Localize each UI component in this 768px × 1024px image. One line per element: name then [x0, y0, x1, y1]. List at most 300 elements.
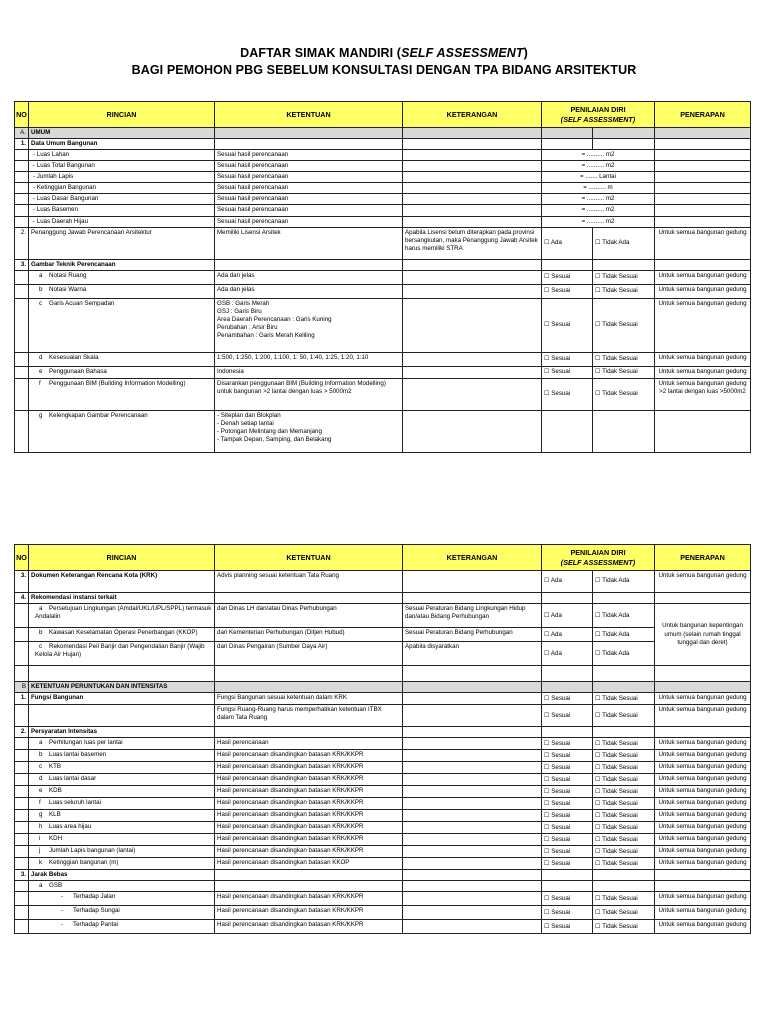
row-empty-cell — [542, 727, 593, 738]
row-ketentuan: Hasil perencanaan disandingkan batasan KRK/KKPR — [215, 834, 403, 846]
row-no — [15, 216, 29, 227]
row-penilaian-2: ☐ Tidak Sesuai — [593, 892, 655, 906]
row-penerapan: Untuk semua bangunan gedung — [655, 920, 751, 934]
row-penilaian-2: ☐ Tidak Sesuai — [593, 810, 655, 822]
row-empty-cell — [542, 128, 593, 139]
row-penilaian-2: ☐ Tidak Sesuai — [593, 693, 655, 705]
row-no — [15, 834, 29, 846]
row-keterangan — [403, 378, 542, 410]
row-penerapan — [655, 194, 751, 205]
row-penerapan: Untuk semua bangunan gedung — [655, 366, 751, 378]
row-empty-cell — [593, 727, 655, 738]
row-empty-cell — [655, 870, 751, 881]
row-penilaian-2: ☐ Tidak Sesuai — [593, 284, 655, 298]
row-rincian: c KTB — [29, 762, 215, 774]
row-keterangan — [403, 834, 542, 846]
row-penilaian-1: ☐ Sesuai — [542, 693, 593, 705]
row-ketentuan — [215, 881, 403, 892]
table-row — [15, 727, 751, 738]
row-rincian: Fungsi Bangunan — [29, 693, 215, 705]
row-empty-cell — [215, 593, 403, 604]
row-no — [15, 150, 29, 161]
row-rincian: - Luas Daerah Hijau — [29, 216, 215, 227]
header-ketentuan: KETENTUAN — [215, 102, 403, 128]
row-empty-cell — [215, 727, 403, 738]
table-row — [15, 227, 751, 259]
row-no — [15, 798, 29, 810]
row-no — [15, 284, 29, 298]
row-no — [15, 705, 29, 727]
row-penilaian-1: ☐ Sesuai — [542, 822, 593, 834]
page-title-line-2: BAGI PEMOHON PBG SEBELUM KONSULTASI DENGAN TPA BIDANG ARSITEKTUR — [131, 63, 637, 77]
row-empty-cell — [542, 682, 593, 693]
row-rincian: f Luas seluruh lantai — [29, 798, 215, 810]
row-penerapan: Untuk semua bangunan gedung — [655, 738, 751, 750]
row-empty-cell — [655, 128, 751, 139]
row-empty-cell — [593, 666, 655, 682]
row-no — [15, 298, 29, 352]
row-penerapan: Untuk semua bangunan gedung — [655, 705, 751, 727]
row-empty-cell — [403, 593, 542, 604]
page-title-line-1 — [0, 46, 768, 60]
row-empty-cell — [403, 682, 542, 693]
row-keterangan: Apabila Lisensi belum diterapkan pada provinsi bersangkutan, maka Penanggung Jawab Arsitek harus memiliki STRA — [403, 227, 542, 259]
table-row — [15, 705, 751, 727]
row-penerapan: Untuk semua bangunan gedung — [655, 750, 751, 762]
row-ketentuan: Hasil perencanaan disandingkan batasan KRK/KKPR — [215, 846, 403, 858]
checklist-table-1 — [14, 101, 751, 453]
table-row — [15, 892, 751, 906]
row-penerapan: Untuk semua bangunan gedung — [655, 798, 751, 810]
row-penilaian-2: ☐ Tidak Sesuai — [593, 298, 655, 352]
row-rincian: Gambar Teknik Perencanaan — [29, 259, 215, 270]
row-no: 3. — [15, 870, 29, 881]
row-penerapan — [655, 205, 751, 216]
table-row — [15, 161, 751, 172]
header-keterangan: KETERANGAN — [403, 545, 542, 571]
row-keterangan — [403, 774, 542, 786]
row-ketentuan: Sesuai hasil perencanaan — [215, 183, 403, 194]
row-penerapan: Untuk semua bangunan gedung — [655, 834, 751, 846]
row-empty-cell — [593, 682, 655, 693]
row-ketentuan: Ada dan jelas — [215, 284, 403, 298]
row-no — [15, 183, 29, 194]
table-row — [15, 846, 751, 858]
row-penerapan: Untuk semua bangunan gedung — [655, 846, 751, 858]
row-rincian — [29, 705, 215, 727]
title-italic: SELF ASSESSMENT — [401, 46, 524, 60]
table-row — [15, 810, 751, 822]
row-penilaian-value: = .......... m2 — [542, 161, 655, 172]
table-row — [15, 834, 751, 846]
row-penilaian-1: ☐ Sesuai — [542, 366, 593, 378]
table-row — [15, 352, 751, 366]
row-empty-cell — [655, 593, 751, 604]
title-end: ) — [523, 46, 528, 60]
row-penilaian-1: ☐ Ada — [542, 227, 593, 259]
row-no — [15, 822, 29, 834]
row-empty-cell — [542, 259, 593, 270]
row-keterangan — [403, 786, 542, 798]
row-ketentuan: Hasil perencanaan disandingkan batasan KRK/KKPR — [215, 822, 403, 834]
row-penerapan: Untuk semua bangunan gedung — [655, 762, 751, 774]
row-no: 1. — [15, 693, 29, 705]
row-penilaian-value: = ....... Lantai — [542, 172, 655, 183]
row-keterangan — [403, 298, 542, 352]
row-rincian: - Terhadap Jalan — [29, 892, 215, 906]
row-penilaian-1: ☐ Sesuai — [542, 352, 593, 366]
row-penilaian-1: ☐ Sesuai — [542, 858, 593, 870]
row-ketentuan: Hasil perencanaan disandingkan batasan KRK/KKPR — [215, 906, 403, 920]
row-penerapan: Untuk semua bangunan gedung — [655, 774, 751, 786]
row-rincian: a Notasi Ruang — [29, 270, 215, 284]
table-row — [15, 738, 751, 750]
row-penilaian-1: ☐ Sesuai — [542, 774, 593, 786]
row-penilaian-1: ☐ Ada — [542, 571, 593, 593]
row-rincian: Dokumen Keterangan Rencana Kota (KRK) — [29, 571, 215, 593]
row-keterangan — [403, 366, 542, 378]
row-keterangan — [403, 846, 542, 858]
header-rincian: RINCIAN — [29, 102, 215, 128]
row-penilaian-1: ☐ Sesuai — [542, 378, 593, 410]
row-ketentuan: Hasil perencanaan disandingkan batasan KRK/KKPR — [215, 774, 403, 786]
row-rincian: Penanggung Jawab Perencanaan Arsitektur — [29, 227, 215, 259]
row-empty-cell — [403, 139, 542, 150]
row-ketentuan: Hasil perencanaan disandingkan batasan KRK/KKPR — [215, 810, 403, 822]
row-empty-cell — [542, 870, 593, 881]
row-keterangan — [403, 920, 542, 934]
row-rincian: b Luas lantai basemen — [29, 750, 215, 762]
row-keterangan — [403, 750, 542, 762]
row-no — [15, 161, 29, 172]
header-penilaian: PENILAIAN DIRI (SELF ASSESSMENT) — [542, 545, 655, 571]
table-row — [15, 270, 751, 284]
row-penilaian-2: ☐ Tidak Sesuai — [593, 705, 655, 727]
row-penilaian-2: ☐ Tidak Sesuai — [593, 846, 655, 858]
row-penilaian-1: ☐ Ada — [542, 642, 593, 666]
row-no: 3. — [15, 259, 29, 270]
row-penerapan — [655, 161, 751, 172]
row-rincian: j Jumlah Lapis bangunan (lantai) — [29, 846, 215, 858]
row-penerapan — [655, 150, 751, 161]
row-no — [15, 205, 29, 216]
row-keterangan — [403, 216, 542, 227]
row-ketentuan: Hasil perencanaan disandingkan batasan KRK/KKPR — [215, 920, 403, 934]
row-rincian: - Jumlah Lapis — [29, 172, 215, 183]
row-penilaian-1: ☐ Ada — [542, 628, 593, 642]
row-no — [15, 172, 29, 183]
table-header-row — [15, 545, 751, 571]
row-empty-cell — [403, 870, 542, 881]
row-keterangan — [403, 172, 542, 183]
row-no — [15, 604, 29, 628]
row-empty-cell — [215, 128, 403, 139]
row-keterangan — [403, 798, 542, 810]
row-penerapan — [655, 881, 751, 892]
row-keterangan — [403, 183, 542, 194]
row-rincian: Rekomendasi instansi terkait — [29, 593, 215, 604]
table-row — [15, 822, 751, 834]
table-row — [15, 881, 751, 892]
row-penilaian-2: ☐ Tidak Sesuai — [593, 786, 655, 798]
row-penerapan: Untuk semua bangunan gedung — [655, 352, 751, 366]
table-row — [15, 642, 751, 666]
row-penilaian-value: = .......... m2 — [542, 205, 655, 216]
row-no — [15, 920, 29, 934]
row-keterangan — [403, 150, 542, 161]
row-penilaian-1: ☐ Sesuai — [542, 762, 593, 774]
row-ketentuan: 1:500, 1:250, 1:200, 1:100, 1: 50, 1:40, 1:25, 1:20, 1:10 — [215, 352, 403, 366]
row-penilaian-1 — [542, 410, 593, 452]
row-ketentuan: Hasil perencanaan — [215, 738, 403, 750]
row-no — [15, 892, 29, 906]
table-row — [15, 284, 751, 298]
row-penilaian-1: ☐ Sesuai — [542, 786, 593, 798]
row-penilaian-2: ☐ Tidak Ada — [593, 227, 655, 259]
row-no — [15, 366, 29, 378]
row-penerapan: Untuk bangunan kepentingan umum (selain rumah tinggal tunggal dan deret) — [655, 604, 751, 666]
table-row — [15, 693, 751, 705]
row-empty-cell — [655, 259, 751, 270]
row-rincian: - Luas Total Bangunan — [29, 161, 215, 172]
row-penilaian-value: = .......... m2 — [542, 194, 655, 205]
row-rincian: Data Umum Bangunan — [29, 139, 215, 150]
row-penilaian-2: ☐ Tidak Sesuai — [593, 858, 655, 870]
table-row — [15, 628, 751, 642]
row-penilaian-2: ☐ Tidak Sesuai — [593, 822, 655, 834]
row-penerapan — [655, 172, 751, 183]
row-keterangan — [403, 810, 542, 822]
row-no — [15, 774, 29, 786]
row-ketentuan: dari Kementerian Perhubungan (Ditjen Hubud) — [215, 628, 403, 642]
table-row — [15, 150, 751, 161]
row-no: 3. — [15, 571, 29, 593]
row-penilaian-1: ☐ Ada — [542, 604, 593, 628]
row-no — [15, 858, 29, 870]
row-no — [15, 762, 29, 774]
row-penerapan: Untuk semua bangunan gedung — [655, 786, 751, 798]
row-ketentuan: Sesuai hasil perencanaan — [215, 161, 403, 172]
row-rincian: KETENTUAN PERUNTUKAN DAN INTENSITAS — [29, 682, 215, 693]
row-ketentuan: Fungsi Bangunan sesuai ketentuan dalam KRK — [215, 693, 403, 705]
header-no: NO — [15, 102, 29, 128]
row-penilaian-2: ☐ Tidak Ada — [593, 604, 655, 628]
row-rincian: i KDH — [29, 834, 215, 846]
row-ketentuan: Hasil perencanaan disandingkan batasan KRK/KKPR — [215, 762, 403, 774]
row-penilaian-2: ☐ Tidak Sesuai — [593, 738, 655, 750]
row-ketentuan: Disarankan penggunaan BIM (Building Information Modelling) untuk bangunan >2 lantai dengan luas > 5000m2 — [215, 378, 403, 410]
row-rincian: g Kelengkapan Gambar Perencanaan — [29, 410, 215, 452]
row-empty-cell — [403, 128, 542, 139]
row-penerapan: Untuk semua bangunan gedung — [655, 284, 751, 298]
row-penilaian-2: ☐ Tidak Sesuai — [593, 906, 655, 920]
row-keterangan: Sesuai Peraturan Bidang Perhubungan — [403, 628, 542, 642]
row-penilaian-2: ☐ Tidak Sesuai — [593, 762, 655, 774]
row-keterangan — [403, 270, 542, 284]
row-penilaian-1: ☐ Sesuai — [542, 920, 593, 934]
row-penerapan — [655, 410, 751, 452]
row-penilaian-value: = .......... m2 — [542, 150, 655, 161]
row-penerapan: Untuk semua bangunan gedung >2 lantai dengan luas >5000m2 — [655, 378, 751, 410]
row-no — [15, 194, 29, 205]
row-rincian: Jarak Bebas — [29, 870, 215, 881]
title-main: DAFTAR SIMAK MANDIRI ( — [240, 46, 402, 60]
row-no: 1. — [15, 139, 29, 150]
row-ketentuan: Fungsi Ruang-Ruang harus memperhatikan ketentuan ITBX dalam Tata Ruang — [215, 705, 403, 727]
row-rincian: - Luas Lahan — [29, 150, 215, 161]
row-rincian: b Kawasan Keselamatan Operasi Penerbangan (KKOP) — [29, 628, 215, 642]
row-penilaian-2: ☐ Tidak Ada — [593, 628, 655, 642]
row-penilaian-2: ☐ Tidak Sesuai — [593, 798, 655, 810]
header-ketentuan: KETENTUAN — [215, 545, 403, 571]
row-no: 2. — [15, 227, 29, 259]
row-penerapan: Untuk semua bangunan gedung — [655, 227, 751, 259]
row-rincian: b Notasi Warna — [29, 284, 215, 298]
table-header-row — [15, 102, 751, 128]
header-no: NO — [15, 545, 29, 571]
row-keterangan — [403, 194, 542, 205]
row-penilaian-2 — [593, 881, 655, 892]
row-no — [15, 628, 29, 642]
row-penilaian-2: ☐ Tidak Sesuai — [593, 270, 655, 284]
row-rincian: d Kesesuaian Skala — [29, 352, 215, 366]
row-empty-cell — [655, 682, 751, 693]
row-empty-cell — [215, 666, 403, 682]
row-penilaian-1: ☐ Sesuai — [542, 750, 593, 762]
row-ketentuan: Sesuai hasil perencanaan — [215, 150, 403, 161]
table-row — [15, 906, 751, 920]
row-empty-cell — [593, 128, 655, 139]
row-no: 2. — [15, 727, 29, 738]
row-rincian: h Luas area hijau — [29, 822, 215, 834]
row-penilaian-1 — [542, 881, 593, 892]
row-ketentuan: dari Dinas LH dan/atau Dinas Perhubungan — [215, 604, 403, 628]
row-keterangan: Sesuai Peraturan Bidang Lingkungan Hidup dan/atau Bidang Perhubungan — [403, 604, 542, 628]
row-no — [15, 881, 29, 892]
row-ketentuan: GSB : Garis Merah GSJ : Garis Biru Area Daerah Perencanaan : Garis Kuning Perubahan : Arsir Biru Penambahan : Garis Merah Keliling — [215, 298, 403, 352]
row-no — [15, 642, 29, 666]
row-ketentuan: Indonesia — [215, 366, 403, 378]
row-penilaian-1: ☐ Sesuai — [542, 284, 593, 298]
row-empty-cell — [542, 593, 593, 604]
row-rincian: UMUM — [29, 128, 215, 139]
row-ketentuan: Hasil perencanaan disandingkan batasan KRK/KKPR — [215, 798, 403, 810]
row-empty-cell — [655, 139, 751, 150]
row-penilaian-2: ☐ Tidak Sesuai — [593, 834, 655, 846]
table-row — [15, 858, 751, 870]
row-no — [15, 846, 29, 858]
row-penilaian-1: ☐ Sesuai — [542, 298, 593, 352]
row-penilaian-1: ☐ Sesuai — [542, 810, 593, 822]
table-row — [15, 259, 751, 270]
row-empty-cell — [403, 259, 542, 270]
row-empty-cell — [215, 259, 403, 270]
row-ketentuan: Ada dan jelas — [215, 270, 403, 284]
row-empty-cell — [593, 593, 655, 604]
table-row — [15, 172, 751, 183]
table-row — [15, 366, 751, 378]
row-empty-cell — [403, 666, 542, 682]
row-penilaian-1: ☐ Sesuai — [542, 906, 593, 920]
row-ketentuan: Sesuai hasil perencanaan — [215, 172, 403, 183]
row-no — [15, 786, 29, 798]
row-penerapan: Untuk semua bangunan gedung — [655, 270, 751, 284]
row-no — [15, 810, 29, 822]
checklist-table-2 — [14, 544, 751, 934]
row-keterangan — [403, 693, 542, 705]
row-keterangan — [403, 705, 542, 727]
header-rincian: RINCIAN — [29, 545, 215, 571]
row-rincian: g KLB — [29, 810, 215, 822]
row-rincian: Persyaratan Intensitas — [29, 727, 215, 738]
table-row — [15, 216, 751, 227]
table-row — [15, 139, 751, 150]
row-ketentuan: Hasil perencanaan disandingkan batasan KRK/KKPR — [215, 750, 403, 762]
row-keterangan — [403, 858, 542, 870]
row-keterangan: Apabila disyaratkan — [403, 642, 542, 666]
row-ketentuan: dari Dinas Pengairan (Sumber Daya Air) — [215, 642, 403, 666]
row-ketentuan: Memiliki Lisensi Arsitek — [215, 227, 403, 259]
row-penilaian-value: = .......... m — [542, 183, 655, 194]
row-rincian: d Luas lantai dasar — [29, 774, 215, 786]
row-empty-cell — [29, 666, 215, 682]
row-no — [15, 270, 29, 284]
row-empty-cell — [215, 870, 403, 881]
row-penilaian-1: ☐ Sesuai — [542, 270, 593, 284]
row-penilaian-2: ☐ Tidak Sesuai — [593, 774, 655, 786]
table-row — [15, 870, 751, 881]
row-penilaian-2: ☐ Tidak Sesuai — [593, 920, 655, 934]
row-keterangan — [403, 892, 542, 906]
row-rincian: k Ketinggian bangunan (m) — [29, 858, 215, 870]
table-row — [15, 750, 751, 762]
row-penilaian-2: ☐ Tidak Sesuai — [593, 750, 655, 762]
row-ketentuan: Hasil perencanaan disandingkan batasan KRK/KKPR — [215, 786, 403, 798]
row-no: 4. — [15, 593, 29, 604]
table-row — [15, 774, 751, 786]
row-rincian: - Luas Basemen — [29, 205, 215, 216]
row-penilaian-2: ☐ Tidak Ada — [593, 642, 655, 666]
header-penerapan: PENERAPAN — [655, 545, 751, 571]
row-no — [15, 738, 29, 750]
row-keterangan — [403, 410, 542, 452]
table-row — [15, 604, 751, 628]
row-ketentuan: Sesuai hasil perencanaan — [215, 194, 403, 205]
row-keterangan — [403, 822, 542, 834]
table-row — [15, 571, 751, 593]
row-rincian: - Luas Dasar Bangunan — [29, 194, 215, 205]
table-row — [15, 666, 751, 682]
row-penilaian-2 — [593, 410, 655, 452]
table-row — [15, 593, 751, 604]
row-empty-cell — [542, 666, 593, 682]
table-row — [15, 183, 751, 194]
row-empty-cell — [215, 139, 403, 150]
row-rincian: a Persetujuan Lingkungan (Amdal/UKL/UPL/SPPL) termasuk Andalalin — [29, 604, 215, 628]
table-row — [15, 682, 751, 693]
row-penilaian-1: ☐ Sesuai — [542, 892, 593, 906]
row-penerapan: Untuk semua bangunan gedung — [655, 822, 751, 834]
row-penerapan — [655, 183, 751, 194]
row-keterangan — [403, 161, 542, 172]
row-empty-cell — [215, 682, 403, 693]
table-row — [15, 762, 751, 774]
row-rincian: c Garis Acuan Sempadan — [29, 298, 215, 352]
row-penilaian-2: ☐ Tidak Sesuai — [593, 352, 655, 366]
row-empty-cell — [542, 139, 593, 150]
row-penerapan: Untuk semua bangunan gedung — [655, 298, 751, 352]
row-no — [15, 352, 29, 366]
